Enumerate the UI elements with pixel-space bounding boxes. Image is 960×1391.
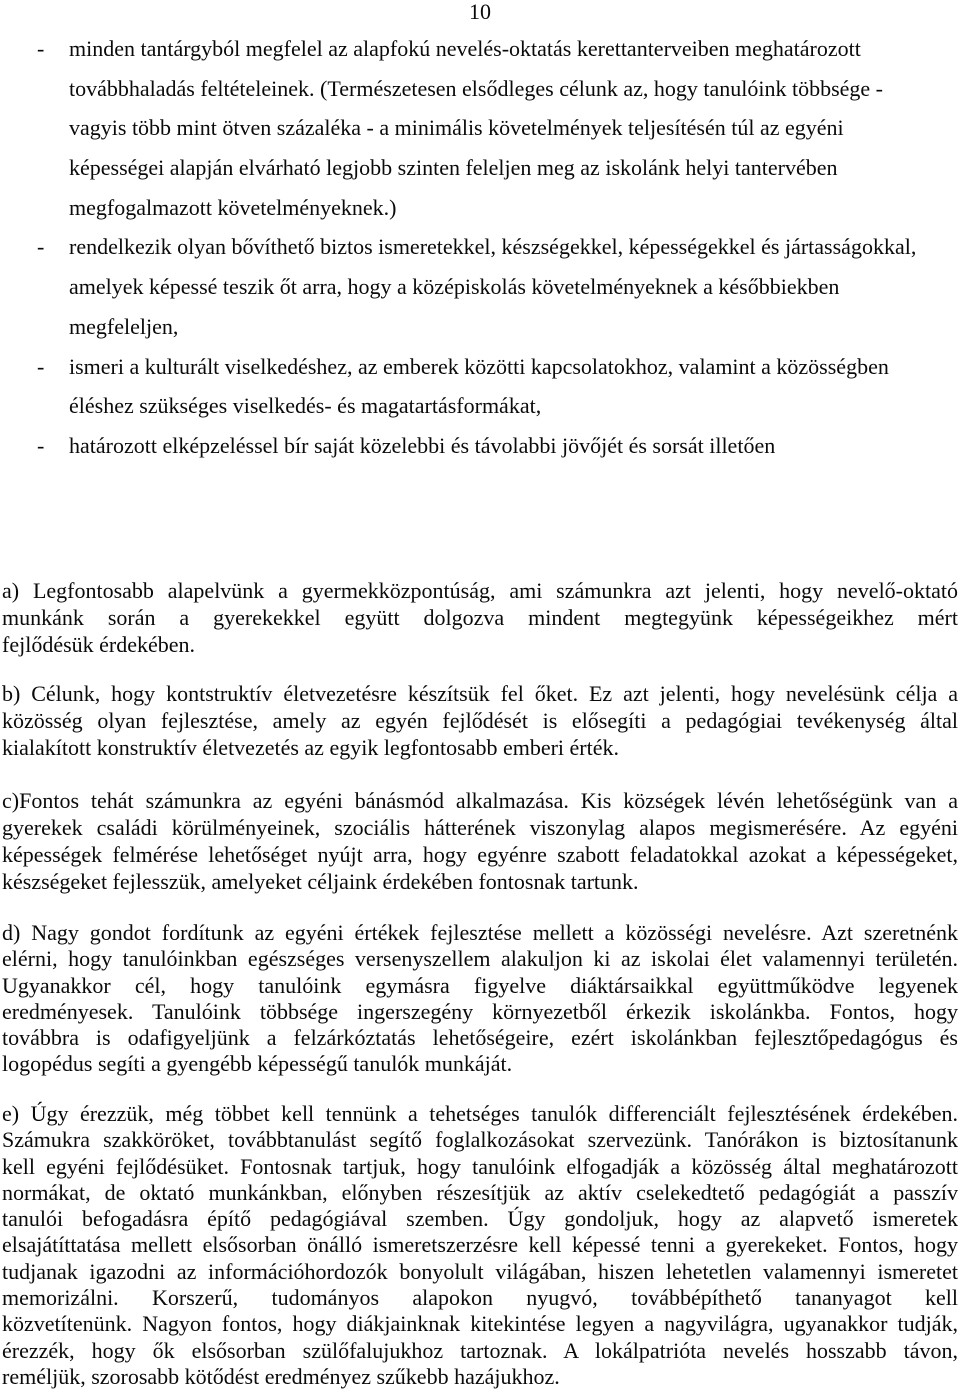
paragraph-line: érezzék, hogy ők elsősorban szülőfalujukhoz tartoznak. A lokálpatrióta nevelés hosszabb távon,: [2, 1337, 958, 1363]
list-line-text: éléshez szükséges viselkedés- és magatartásformákat,: [69, 393, 542, 419]
paragraph-line: Ugyanakkor cél, hogy tanulóink egymásra figyelve diáktársaikkal együttműködve legyenek: [2, 972, 958, 998]
list-line: [0, 108, 960, 148]
paragraph-line: munkánk során a gyerekekkel együtt dolgozva mindent megtegyünk képességeikhez mért: [2, 605, 958, 630]
list-line-text: amelyek képessé teszik őt arra, hogy a középiskolás követelményeknek a későbbiekben: [69, 274, 840, 300]
list-item: [0, 426, 960, 466]
list-line: [0, 227, 960, 267]
requirements-list: [0, 29, 960, 466]
list-line-text: vagyis több mint ötven százaléka - a minimális követelmények teljesítésén túl az egyéni: [69, 115, 844, 141]
paragraph-line: képességek felmérése lehetőséget nyújt arra, hogy egyénre szabott feladatokkal azokat a képességeket,: [2, 842, 958, 867]
list-line-text: képességei alapján elvárható legjobb szinten feleljen meg az iskolánk helyi tantervében: [69, 155, 838, 181]
paragraph-line: tudjanak igazodni az információhordozók bonyolult világában, hiszen lehetetlen valamennyi ismeretet: [2, 1258, 958, 1284]
list-line: [0, 188, 960, 228]
list-line: [0, 69, 960, 109]
list-line: [0, 307, 960, 347]
paragraph-line: logopédus segíti a gyengébb képességű tanulók munkáját.: [2, 1051, 513, 1077]
list-item: [0, 227, 960, 346]
paragraph-line: Számukra szakköröket, továbbtanulást segítő foglalkozásokat szervezünk. Tanórákon is biztosítanunk: [2, 1127, 958, 1153]
list-line-text: ismeri a kulturált viselkedéshez, az emberek közötti kapcsolatokhoz, valamint a közösségben: [69, 353, 889, 379]
paragraph-line: továbbra is odafigyeljünk a felzárkóztatás lehetőségeire, ezért iskolánkban fejlesztőpedagógus és: [2, 1025, 958, 1051]
list-line: [0, 267, 960, 307]
list-item: [0, 347, 960, 426]
list-item: [0, 29, 960, 227]
paragraph-d: [2, 920, 958, 1078]
paragraph-b: [2, 680, 958, 761]
paragraph-line: memorizálni. Korszerű, tudományos alapokon nyugvó, továbbépíthető tananyagot kell: [2, 1285, 958, 1311]
paragraph-line: normákat, de oktató munkánkban, előnyben részesítjük az aktív cselekedtető pedagógiát a passzív: [2, 1179, 958, 1205]
list-line: [0, 386, 960, 426]
list-line: [0, 426, 960, 466]
paragraph-line: d) Nagy gondot fordítunk az egyéni értékek fejlesztése mellett a közösségi nevelésre. Azt szeretnénk: [2, 920, 958, 945]
paragraph-line: a) Legfontosabb alapelvünk a gyermekközpontúság, ami számunkra azt jelenti, hogy nevelő-oktató: [2, 578, 958, 603]
paragraph-line: b) Célunk, hogy kontstruktív életvezetésre készítsük fel őket. Ez azt jelenti, hogy nevelésünk célja a: [2, 681, 958, 706]
paragraph-line: gyerekek családi körülményeinek, szociális hátterének viszonylag alapos megismerésére. Az egyéni: [2, 815, 958, 840]
list-line-text: határozott elképzeléssel bír saját közelebbi és távolabbi jövőjét és sorsát illetően: [69, 432, 776, 458]
paragraph-line: tanulói befogadásra építő pedagógiával szemben. Úgy gondoljuk, hogy az alapvető ismeretek: [2, 1206, 958, 1232]
list-line-text: megfogalmazott követelményeknek.): [69, 194, 397, 220]
paragraph-e: [2, 1101, 958, 1390]
list-line: [0, 347, 960, 387]
paragraph-line: kialakított konstruktív életvezetés az egyik legfontosabb emberi érték.: [2, 735, 620, 760]
paragraph-line: elsajátíttatása mellett elsősorban önálló ismeretszerzésre kell képessé tenni a gyerekeket. Fontos, hogy: [2, 1232, 958, 1258]
paragraph-line: eredményesek. Tanulóink többsége ingerszegény környezetből érkezik iskolánkba. Fontos, hogy: [2, 998, 958, 1024]
paragraph-line: kell egyéni fejlődésüket. Fontosnak tartjuk, hogy tanulóink elfogadják a közösség által meghatározott: [2, 1153, 958, 1179]
list-line-text: megfeleljen,: [69, 313, 179, 339]
paragraph-line: fejlődésük érdekében.: [2, 632, 196, 657]
paragraph-line: közvetítenünk. Nagyon fontos, hogy diákjainknak kitekintése legyen a nagyvilágra, ugyanakkor tudják,: [2, 1311, 958, 1337]
list-bullet: -: [37, 353, 45, 379]
list-line-text: minden tantárgyból megfelel az alapfokú nevelés-oktatás kerettanterveiben meghatározott: [69, 36, 861, 61]
paragraph-line: közösség olyan fejlesztése, amely az egyén fejlődését is elősegíti a pedagógiai tevékenység által: [2, 708, 958, 733]
list-line: [0, 148, 960, 188]
paragraph-line: e) Úgy érezzük, még többet kell tennünk a tehetséges tanulók differenciált fejlesztésének érdekében.: [2, 1101, 958, 1126]
paragraph-line: reméljük, szorosabb kötődést eredményez szűkebb hazájukhoz.: [2, 1363, 560, 1389]
paragraph-line: c)Fontos tehát számunkra az egyéni bánásmód alkalmazása. Kis községek lévén lehetőségünk van a: [2, 788, 958, 813]
list-bullet: -: [37, 432, 45, 458]
list-line-text: rendelkezik olyan bővíthető biztos ismeretekkel, készségekkel, képességekkel és jártasságokkal,: [69, 234, 917, 260]
paragraph-line: elérni, hogy tanulóinkban egészséges versenyszellem alakuljon ki az iskolai élet valamennyi területén.: [2, 946, 958, 972]
list-bullet: -: [37, 234, 45, 260]
page-number: 10: [469, 0, 491, 24]
list-line-text: továbbhaladás feltételeinek. (Természetesen elsődleges célunk az, hogy tanulóink többsége -: [69, 75, 883, 101]
list-bullet: -: [37, 36, 45, 61]
paragraph-c: [2, 787, 958, 895]
paragraph-line: készségeket fejlesszük, amelyeket céljaink érdekében fontosnak tartunk.: [2, 869, 639, 894]
list-line: [0, 29, 960, 69]
paragraph-a: [2, 577, 958, 658]
